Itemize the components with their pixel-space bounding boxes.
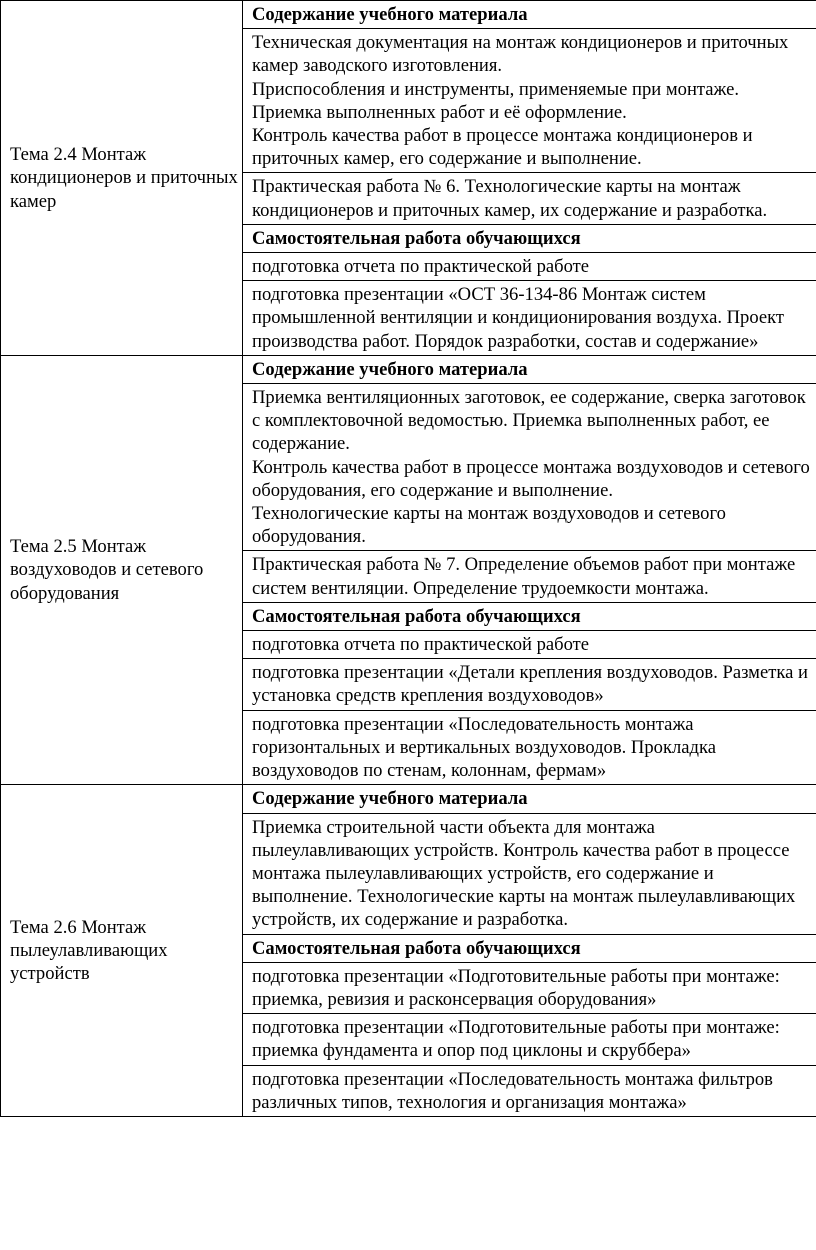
table-row (1, 355, 816, 383)
curriculum-table-body (1, 1, 816, 1117)
content-cell: Приемка вентиляционных заготовок, ее содержание, сверка заготовок с комплектовочной ведомостью. Приемка выполненных работ, ее содержание. Контроль качества работ в процессе монтажа воздуховодов и сетевого оборудования, его содержание и выполнение. Технологические карты на монтаж воздуховодов и сетевого оборудования. (243, 384, 816, 551)
content-cell: подготовка презентации «Подготовительные работы при монтаже: приемка, ревизия и расконсервация оборудования» (243, 962, 816, 1013)
section-heading-cell: Содержание учебного материала (243, 785, 816, 813)
topic-cell: Тема 2.6 Монтаж пылеулавливающих устройств (1, 785, 243, 1117)
section-heading-cell: Самостоятельная работа обучающихся (243, 934, 816, 962)
content-cell: подготовка отчета по практической работе (243, 253, 816, 281)
topic-cell: Тема 2.4 Монтаж кондиционеров и приточных камер (1, 1, 243, 356)
content-cell: Приемка строительной части объекта для монтажа пылеулавливающих устройств. Контроль качества работ в процессе монтажа пылеулавливающих устройств, его содержание и выполнение. Технологические карты на монтаж пылеулавливающих устройств, их содержание и разработка. (243, 813, 816, 934)
content-cell: подготовка отчета по практической работе (243, 631, 816, 659)
section-heading-cell: Самостоятельная работа обучающихся (243, 224, 816, 252)
content-cell: Практическая работа № 6. Технологические карты на монтаж кондиционеров и приточных камер, их содержание и разработка. (243, 173, 816, 224)
content-cell: подготовка презентации «Детали крепления воздуховодов. Разметка и установка средств крепления воздуховодов» (243, 659, 816, 710)
content-cell: Техническая документация на монтаж кондиционеров и приточных камер заводского изготовления. Приспособления и инструменты, применяемые при монтаже. Приемка выполненных работ и её оформление. Контроль качества работ в процессе монтажа кондиционеров и приточных камер, его содержание и выполнение. (243, 29, 816, 173)
content-cell: подготовка презентации «Последовательность монтажа горизонтальных и вертикальных воздуховодов. Прокладка воздуховодов по стенам, колоннам, фермам» (243, 710, 816, 785)
section-heading-cell: Самостоятельная работа обучающихся (243, 602, 816, 630)
content-cell: подготовка презентации «Подготовительные работы при монтаже: приемка фундамента и опор под циклоны и скруббера» (243, 1014, 816, 1065)
topic-cell: Тема 2.5 Монтаж воздуховодов и сетевого оборудования (1, 355, 243, 784)
content-cell: Практическая работа № 7. Определение объемов работ при монтаже систем вентиляции. Определение трудоемкости монтажа. (243, 551, 816, 602)
content-cell: подготовка презентации «Последовательность монтажа фильтров различных типов, технология и организация монтажа» (243, 1065, 816, 1116)
section-heading-cell: Содержание учебного материала (243, 355, 816, 383)
table-row (1, 785, 816, 813)
section-heading-cell: Содержание учебного материала (243, 1, 816, 29)
table-row (1, 1, 816, 29)
content-cell: подготовка презентации «ОСТ 36-134-86 Монтаж систем промышленной вентиляции и кондиционирования воздуха. Проект производства работ. Порядок разработки, состав и содержание» (243, 281, 816, 356)
